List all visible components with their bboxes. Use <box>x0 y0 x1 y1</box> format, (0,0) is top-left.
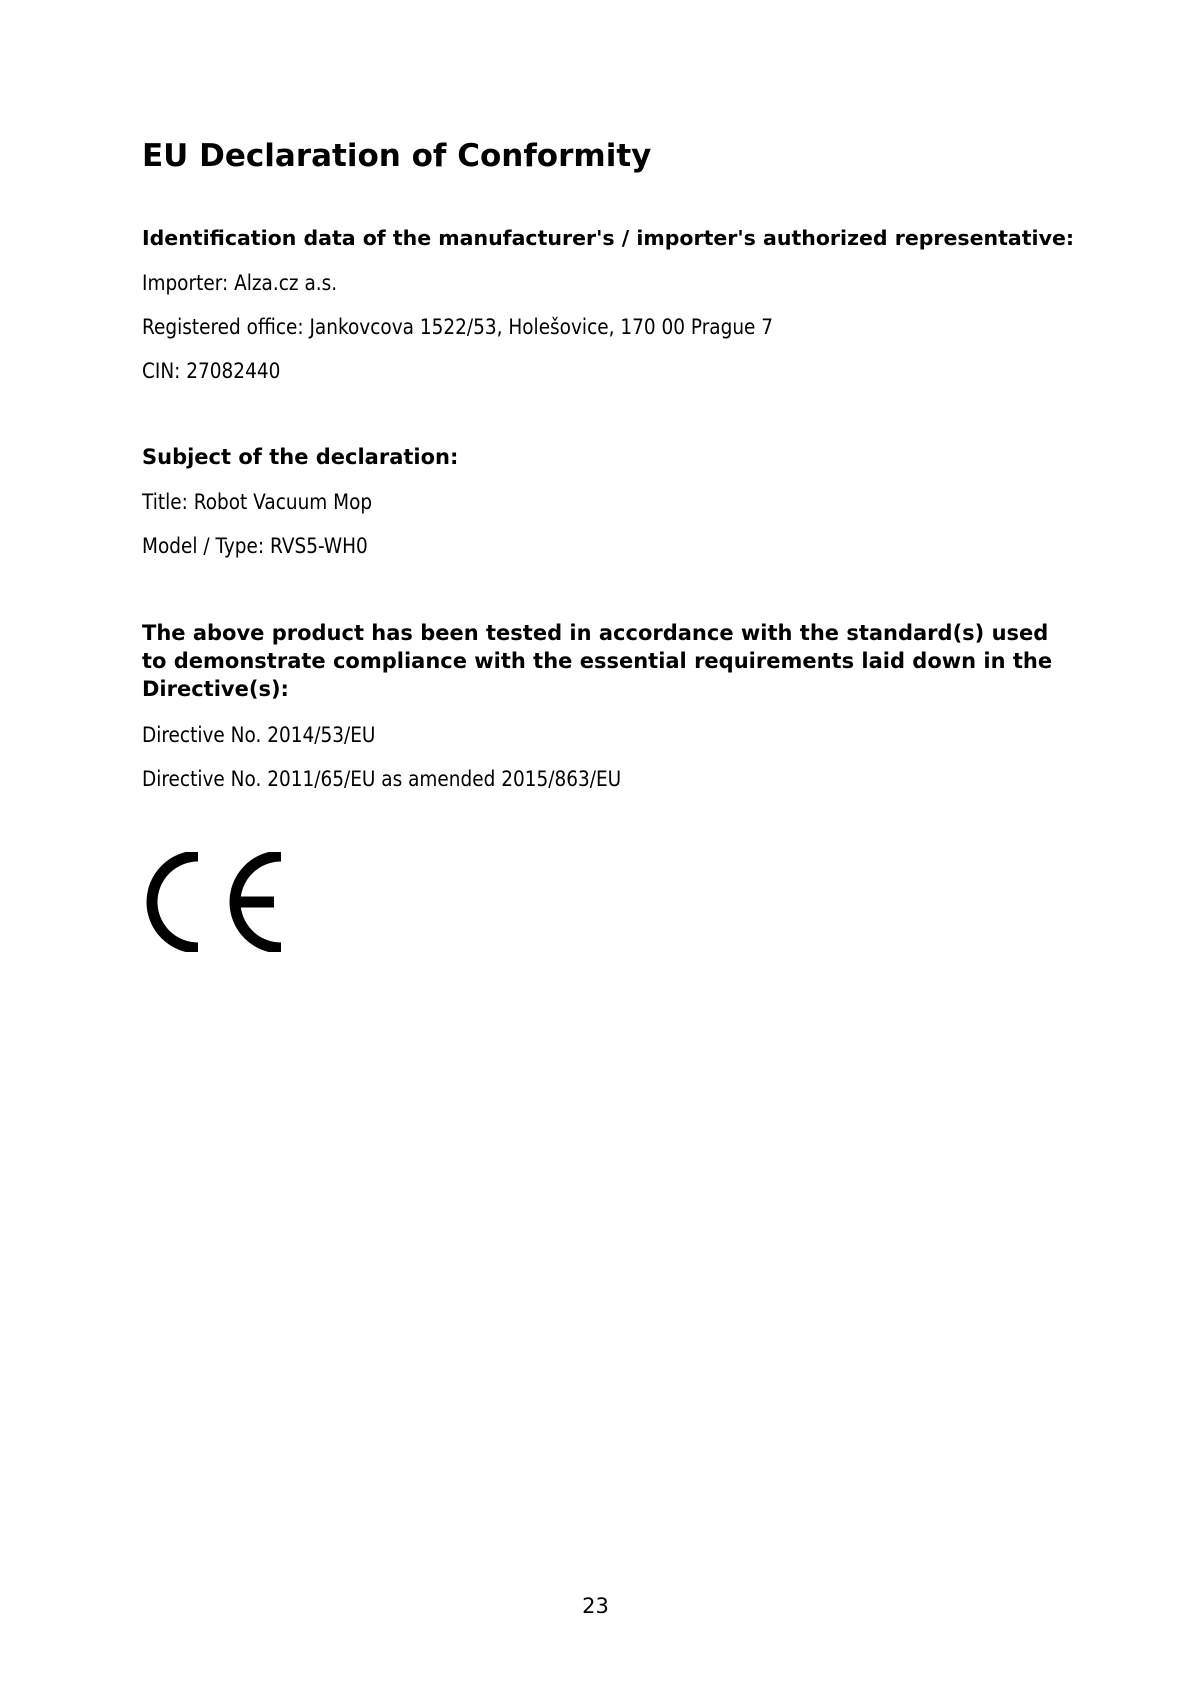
directive-item: Directive No. 2014/53/EU <box>142 723 376 747</box>
ce-mark-icon <box>142 852 282 952</box>
directive-item: Directive No. 2011/65/EU as amended 2015/863/EU <box>142 767 622 791</box>
model-type-line: Model / Type: RVS5-WH0 <box>142 534 368 558</box>
registered-office-line: Registered office: Jankovcova 1522/53, Holešovice, 170 00 Prague 7 <box>142 315 774 339</box>
directives-heading: The above product has been tested in accordance with the standard(s) used to demonstrate compliance with the essential requirements laid down in the Directive(s): <box>142 621 1053 701</box>
page-number: 23 <box>582 1594 609 1618</box>
cin-line: CIN: 27082440 <box>142 359 281 383</box>
document-title: EU Declaration of Conformity <box>142 138 652 174</box>
importer-line: Importer: Alza.cz a.s. <box>142 271 338 295</box>
subject-heading: Subject of the declaration: <box>142 445 459 469</box>
identification-heading: Identification data of the manufacturer's / importer's authorized representative: <box>142 226 1075 250</box>
product-title-line: Title: Robot Vacuum Mop <box>142 490 373 514</box>
